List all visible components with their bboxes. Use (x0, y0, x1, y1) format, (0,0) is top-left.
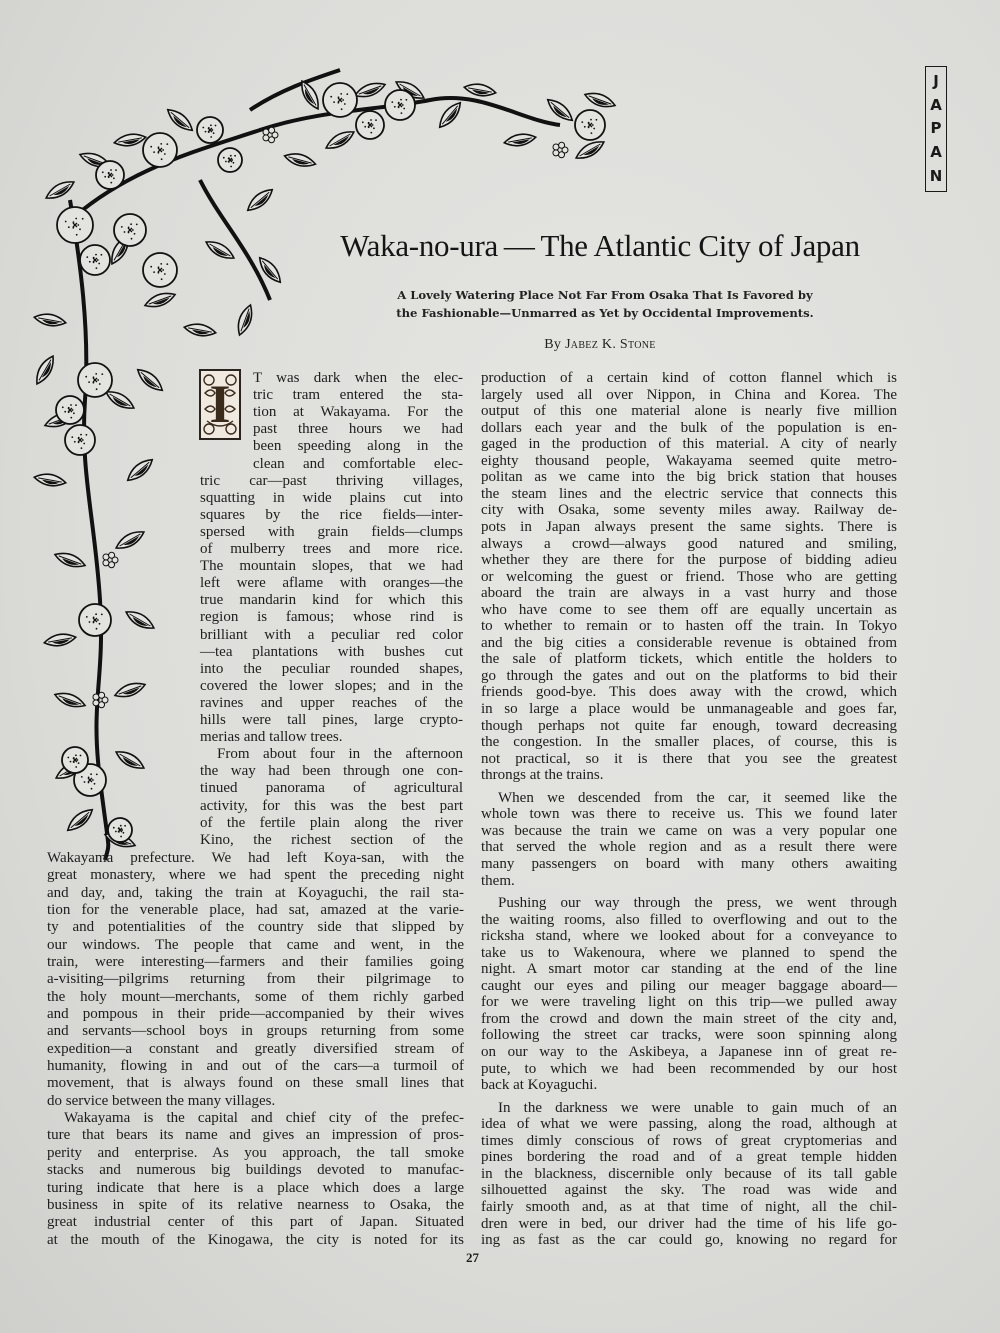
garland-orange-dot (123, 832, 125, 834)
byline-author: Jabez K. Stone (565, 337, 656, 352)
text-line: largely used all over Nippon, in China and Korea. The (481, 386, 897, 403)
text-line: city with Osaka, some seventy miles away. Railway de- (481, 502, 897, 519)
text-line: them. (481, 872, 515, 889)
garland-orange-dot (115, 169, 117, 171)
text-line: go through the gates and out on the platforms to bid their (481, 667, 897, 684)
text-line: on our way to the Askibeya, a Japanese inn of great re- (481, 1044, 897, 1060)
text-line: many passengers on board with many others awaiting (481, 855, 897, 872)
garland-orange-dot (344, 103, 346, 105)
garland-orange-dot (62, 406, 64, 408)
text-line: merias and tallow trees. (200, 729, 343, 746)
garland-orange-dot (341, 108, 343, 110)
text-line: the way had been through one con- (200, 763, 463, 780)
garland-orange-dot (75, 754, 77, 756)
text-line: following the street car tracks, were soon spinning along (481, 1027, 897, 1044)
garland-orange-dot (96, 774, 98, 776)
garland-blossom (263, 135, 269, 141)
garland-orange-dot (333, 101, 335, 103)
garland-blossom (269, 137, 275, 143)
garland-orange-dot (96, 388, 98, 390)
garland-orange-dot (78, 762, 80, 764)
text-line: clean and comfortable elec- (253, 455, 463, 472)
text-line: do service between the many villages. (47, 1092, 276, 1109)
text-line: our windows. The people that came and went, in the (47, 936, 464, 953)
subtitle-line: A Lovely Watering Place Not Far From Osaka That Is Favored by (397, 288, 813, 302)
garland-orange-dot (161, 158, 163, 160)
text-line: and day, and, taking the train at Koyaguchi, the rail sta- (47, 884, 464, 901)
garland-orange-dot (101, 373, 103, 375)
text-line: Wakayama prefecture. We had left Koya-san, with the (47, 849, 464, 866)
garland-orange-dot (346, 93, 348, 95)
garland-orange-dot (401, 112, 403, 114)
garland-orange-dot (96, 628, 98, 630)
garland-orange-dot (95, 254, 97, 256)
garland-orange-dot (113, 827, 115, 829)
garland-orange-dot (234, 155, 236, 157)
garland-orange-dot (364, 126, 366, 128)
garland-orange-dot (400, 99, 402, 101)
garland-orange-dot (212, 129, 214, 131)
garland-orange-dot (160, 263, 162, 265)
text-line: for we were traveling light on this trip—we pulled away (481, 994, 897, 1011)
garland-orange-dot (372, 124, 374, 126)
section-tab-letter: A (930, 143, 942, 162)
garland-orange-dot (65, 221, 67, 223)
text-line: in so large a place would be unmanageable and goes far, (481, 701, 897, 717)
text-line: tinued panorama of agricultural (200, 780, 463, 797)
garland-orange-dot (81, 447, 83, 449)
garland-orange-dot (213, 132, 215, 134)
garland-orange-dot (596, 119, 598, 121)
garland-orange-dot (215, 125, 217, 127)
garland-orange-dot (75, 218, 77, 220)
text-line: expedition—a constant and greatly diversified stream of (47, 1040, 464, 1057)
garland-orange-dot (97, 619, 99, 621)
section-tab-letter: A (930, 95, 942, 114)
text-line: always a crowd—always good natured and smiling, (481, 535, 897, 552)
text-line: production of a certain kind of cotton flannel which is (481, 370, 897, 386)
garland-orange-dot (82, 218, 84, 220)
text-line: who have come to see them off are equally uncertain as (481, 601, 897, 618)
garland-orange-dot (124, 825, 126, 827)
garland-orange-dot (121, 226, 123, 228)
text-line: When we descended from the car, it seemed like the (498, 789, 897, 806)
garland-orange-dot (230, 155, 232, 157)
garland-orange-dot (94, 783, 96, 785)
text-line: ing as fast as the car could go, knowing no regard for (481, 1232, 897, 1248)
text-line: politan as we came into the big brick station that houses (481, 469, 897, 486)
garland-orange-dot (98, 263, 100, 265)
text-line: or welcoming the guest or friend. Those who are getting (481, 568, 897, 585)
text-line: ty and potentialities of the country side that slipped by (47, 919, 464, 936)
text-line: output of this one material alone is nearly five million (481, 403, 897, 420)
text-line: pute, to which we had been recommended by our host (481, 1060, 897, 1077)
text-line: ricksha stand, where we looked about for a conveyance to (481, 928, 897, 945)
garland-orange-dot (112, 174, 114, 176)
garland-orange-dot (99, 383, 101, 385)
text-line: left were aflame with oranges—the (200, 575, 463, 592)
garland-orange-dot (101, 254, 103, 256)
garland-orange-dot (391, 101, 393, 103)
text-line: tric car—past thriving villages, (200, 472, 463, 489)
garland-orange-dot (83, 443, 85, 445)
text-line: In the darkness we were unable to gain much of an (498, 1099, 897, 1116)
garland-orange-dot (591, 132, 593, 134)
garland-blossom (559, 152, 565, 158)
text-line: activity, for this was the best part (200, 797, 463, 814)
text-line: silhouetted against the sky. The road was wide and (481, 1182, 897, 1199)
garland-orange-dot (99, 623, 101, 625)
text-line: humanity, flowing in and out of the cars—a turmoil of (47, 1058, 464, 1074)
text-line: squatting in wide plains cut into (200, 489, 463, 506)
text-line: take us to Wakenoura, where we planned to spend the (481, 944, 897, 961)
garland-orange-dot (110, 182, 112, 184)
garland-blossom (103, 554, 109, 560)
garland-orange-dot (85, 376, 87, 378)
garland-orange-dot (68, 226, 70, 228)
text-line: fairly smooth and, as at that time of night, all the chil- (481, 1198, 897, 1215)
garland-blossom (93, 694, 99, 700)
garland-blossom (99, 702, 105, 708)
garland-orange-dot (71, 436, 73, 438)
garland-orange-dot (70, 417, 72, 419)
article-title: Waka-no-ura — The Atlantic City of Japan (340, 228, 860, 263)
garland-orange-dot (134, 233, 136, 235)
text-line: true mandarin kind for which this (200, 592, 463, 609)
text-line: from the crowd and down the main street of the city and, (481, 1010, 897, 1027)
garland-orange-dot (166, 143, 168, 145)
garland-orange-dot (80, 755, 82, 757)
section-tab-letter: P (930, 119, 942, 138)
text-line: hills were tall pines, large crypto- (200, 712, 463, 728)
garland-orange-dot (96, 267, 98, 269)
garland-orange-dot (89, 621, 91, 623)
text-line: Pushing our way through the press, we went through (498, 895, 897, 911)
garland-orange-dot (164, 153, 166, 155)
text-line: eighty thousand people, Wakayama seemed quite metro- (481, 452, 897, 469)
garland-orange-dot (70, 404, 72, 406)
garland-orange-dot (162, 269, 164, 271)
text-line: pots in Japan always present the same sights. There is (481, 519, 897, 535)
garland-orange-dot (223, 157, 225, 159)
garland-orange-dot (233, 162, 235, 164)
text-line: —tea plantations with bushes cut (200, 643, 463, 660)
garland-orange-dot (81, 776, 83, 778)
section-tab-japan (925, 66, 947, 192)
ornamental-drop-cap (199, 369, 241, 440)
garland-orange-dot (113, 177, 115, 179)
garland-orange-dot (120, 825, 122, 827)
garland-orange-dot (73, 412, 75, 414)
text-line: at the mouth of the Kinogawa, the city is noted for its (47, 1231, 464, 1248)
text-line: tion for the venerable place, had sat, amazed at the varie- (47, 901, 464, 918)
text-line: been speeding along in the (253, 438, 463, 455)
garland-orange-dot (104, 176, 106, 178)
garland-orange-dot (340, 93, 342, 95)
garland-orange-dot (370, 132, 372, 134)
text-line: night. A smart motor car standing at the end of the line (481, 961, 897, 978)
garland-orange-dot (67, 757, 69, 759)
article-subtitle (360, 286, 850, 322)
text-line: caught our eyes and piling our meager baggage aboard— (481, 977, 897, 994)
drop-cap-letter: I (209, 374, 231, 434)
garland-orange-dot (375, 119, 377, 121)
section-tab-letter: N (929, 166, 943, 185)
text-line: movement, that is always found on these small lines that (47, 1075, 464, 1092)
garland-orange-dot (115, 831, 117, 833)
text-line: spersed with grain fields—clumps (200, 523, 463, 540)
text-line: tion at Wakayama. For the (253, 404, 463, 421)
garland-orange-dot (160, 143, 162, 145)
text-line: idea of what we were passing, along the road, although at (481, 1116, 897, 1133)
text-line: business in spite of its relative nearness to Osaka, the (47, 1196, 464, 1213)
text-line: great monastery, where we had spent the preceding night (47, 867, 464, 884)
text-line: aboard the train are always in a vast hurry and those (481, 585, 897, 602)
text-line: times dimly conscious of rows of great cryptomerias and (481, 1132, 897, 1149)
garland-orange-dot (362, 121, 364, 123)
garland-orange-dot (84, 781, 86, 783)
text-line: not practical, so it is there that you see the greatest (481, 750, 897, 767)
garland-orange-dot (86, 256, 88, 258)
garland-orange-dot (166, 263, 168, 265)
garland-orange-dot (97, 379, 99, 381)
text-line: train, were interesting—farmers and their families going (47, 953, 464, 970)
text-line: in the blackness, discernible only because of its tall gable (481, 1165, 897, 1182)
garland-blossom (109, 552, 115, 558)
garland-orange-dot (91, 788, 93, 790)
text-line: and servants—school boys in groups returning from some (47, 1023, 464, 1040)
garland-orange-dot (373, 127, 375, 129)
garland-orange-dot (131, 238, 133, 240)
text-line: T was dark when the elec- (253, 370, 463, 386)
garland-orange-dot (225, 161, 227, 163)
text-line: though perhaps not quite far enough, toward decreasing (481, 717, 897, 734)
garland-orange-dot (161, 278, 163, 280)
text-line: and pompous in their pride—accompanied by their wives (47, 1006, 464, 1022)
text-line: gaged in the production of this material. A city of nearly (481, 436, 897, 453)
garland-orange-dot (76, 234, 78, 236)
garland-orange-dot (64, 411, 66, 413)
text-line: a-visiting—pilgrims returning from their pilgrimage to (47, 971, 464, 988)
garland-orange-dot (210, 136, 212, 138)
garland-orange-dot (153, 151, 155, 153)
page-number: 27 (466, 1250, 479, 1265)
garland-orange-dot (77, 224, 79, 226)
garland-orange-dot (230, 166, 232, 168)
text-line: into the peculiar rounded shapes, (200, 660, 463, 677)
garland-blossom (553, 144, 559, 150)
garland-orange-dot (136, 224, 138, 226)
text-line: of the fertile plain along the river (200, 814, 463, 831)
text-line: that served the whole region and as a result there were (481, 839, 897, 856)
garland-orange-dot (110, 169, 112, 171)
garland-orange-dot (593, 128, 595, 130)
garland-orange-dot (153, 271, 155, 273)
text-line: great industrial center of this part of Japan. Situated (47, 1214, 464, 1231)
garland-orange-dot (121, 829, 123, 831)
garland-orange-dot (79, 228, 81, 230)
text-line: back at Koyaguchi. (481, 1077, 598, 1094)
section-tab-letter: J (933, 72, 939, 91)
text-line: throngs at the trains. (481, 767, 604, 784)
garland-orange-dot (584, 126, 586, 128)
text-line: past three hours we had (253, 421, 463, 438)
garland-orange-dot (394, 106, 396, 108)
text-line: dren were in bed, our driver had the time of his life go- (481, 1215, 897, 1232)
garland-orange-dot (86, 434, 88, 436)
text-line: whole town was there to receive us. This we found later (481, 806, 897, 823)
garland-blossom (93, 700, 99, 706)
garland-orange-dot (101, 614, 103, 616)
text-line: whether they are there for the purpose of bidding adieu (481, 552, 897, 568)
text-line: of mulberry trees and more rice. (200, 541, 463, 557)
text-line: region is famous; whose rind is (200, 609, 463, 626)
garland-orange-dot (592, 124, 594, 126)
text-line: dollars each year and the bulk of the population is en- (481, 419, 897, 436)
text-line: Wakayama is the capital and chief city of the prefec- (64, 1110, 464, 1127)
garland-orange-dot (124, 231, 126, 233)
text-line: From about four in the afternoon (217, 746, 463, 763)
text-line: ture that bears its name and gives an impression of pros- (47, 1127, 464, 1144)
garland-orange-dot (403, 108, 405, 110)
text-line: ravines and upper reaches of the (200, 694, 463, 711)
garland-orange-dot (72, 409, 74, 411)
text-line: The mountain slopes, that we had (200, 558, 463, 575)
garland-orange-dot (86, 616, 88, 618)
garland-orange-dot (150, 266, 152, 268)
text-line: tric tram entered the sta- (253, 387, 463, 404)
garland-blossom (553, 150, 559, 156)
garland-orange-dot (90, 773, 92, 775)
garland-orange-dot (370, 119, 372, 121)
garland-orange-dot (330, 96, 332, 98)
text-line: the steam lines and the electric service that connects this (481, 485, 897, 502)
garland-orange-dot (342, 99, 344, 101)
garland-blossom (109, 562, 115, 568)
garland-orange-dot (75, 766, 77, 768)
subtitle-line: the Fashionable—Unmarred as Yet by Occidental Improvements. (396, 306, 814, 320)
garland-orange-dot (75, 404, 77, 406)
garland-orange-dot (102, 171, 104, 173)
garland-orange-dot (402, 104, 404, 106)
garland-orange-dot (590, 119, 592, 121)
text-line: friends good-bye. This does away with the crowd, which (481, 684, 897, 701)
text-line: the congestion. In the smaller places, of course, this is (481, 734, 897, 751)
garland-orange-dot (92, 779, 94, 781)
text-line: the waiting rooms, also filled to overflowing and out to the (481, 911, 897, 928)
garland-orange-dot (150, 146, 152, 148)
garland-orange-dot (581, 121, 583, 123)
garland-blossom (269, 127, 275, 133)
garland-orange-dot (202, 127, 204, 129)
byline-prefix: By (544, 337, 562, 352)
garland-blossom (263, 129, 269, 135)
garland-orange-dot (80, 434, 82, 436)
garland-orange-dot (130, 223, 132, 225)
garland-orange-dot (82, 439, 84, 441)
garland-orange-dot (95, 613, 97, 615)
text-line: pines bordering the road and of a great temple hidden (481, 1149, 897, 1166)
garland-orange-dot (74, 441, 76, 443)
text-line: was because the train we came on was a very popular one (481, 822, 897, 839)
garland-orange-dot (120, 836, 122, 838)
garland-orange-dot (89, 261, 91, 263)
text-line: squares by the rice fields—inter- (200, 506, 463, 523)
garland-orange-dot (210, 124, 212, 126)
text-line: and the big cities a considerable revenue is obtained from (481, 634, 897, 651)
garland-orange-dot (406, 99, 408, 101)
text-line: to whether to remain or to hasten off the train. In Tokyo (481, 618, 897, 635)
text-line: covered the lower slopes; and in the (200, 677, 463, 694)
garland-orange-dot (162, 149, 164, 151)
text-line: Kino, the richest section of the (200, 831, 463, 848)
garland-orange-dot (70, 761, 72, 763)
text-line: perity and enterprise. As you approach, the tall smoke (47, 1144, 464, 1161)
garland-orange-dot (88, 381, 90, 383)
text-line: the holy mount—merchants, some of them richly garbed (47, 988, 464, 1005)
garland-blossom (103, 560, 109, 566)
text-line: brilliant with a peculiar red color (200, 626, 463, 643)
garland-orange-dot (205, 131, 207, 133)
garland-blossom (99, 692, 105, 698)
text-line: stacks and numerous big buildings devoted to manufac- (47, 1162, 464, 1179)
garland-orange-dot (77, 759, 79, 761)
text-line: the sale of platform tickets, which entitle the holders to (481, 651, 897, 668)
text-line: turing indicate that here is a place which does a large (47, 1179, 464, 1196)
garland-orange-dot (132, 229, 134, 231)
garland-blossom (559, 142, 565, 148)
garland-orange-dot (97, 259, 99, 261)
byline (500, 337, 700, 353)
garland-orange-dot (164, 273, 166, 275)
garland-orange-dot (95, 373, 97, 375)
garland-orange-dot (231, 159, 233, 161)
